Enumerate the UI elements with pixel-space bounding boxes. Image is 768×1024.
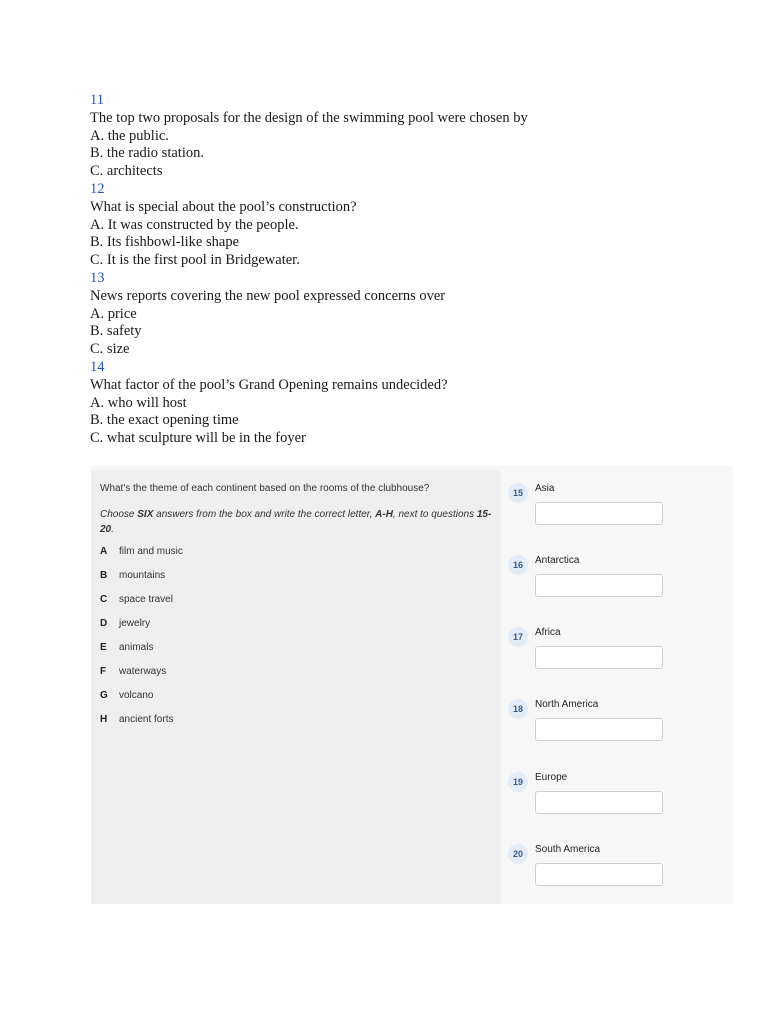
- question-text: What factor of the pool’s Grand Opening remains undecided?: [90, 376, 448, 393]
- matching-instructions: Choose SIX answers from the box and write the correct letter, A-H, next to questions 15-20.: [100, 509, 492, 535]
- matching-panel: [91, 466, 733, 904]
- question-number-badge: 18: [508, 699, 528, 719]
- option-letter: H: [100, 714, 108, 725]
- option-item: [100, 690, 153, 701]
- option-text: waterways: [119, 666, 167, 677]
- option-item: [100, 546, 183, 557]
- continent-label: North America: [535, 699, 599, 710]
- answer-input-20[interactable]: [535, 863, 663, 886]
- option-item: [100, 666, 166, 677]
- question-text: What is special about the pool’s construction?: [90, 198, 357, 215]
- matching-question: What's the theme of each continent based on the rooms of the clubhouse?: [100, 483, 430, 494]
- option-item: [100, 642, 153, 653]
- answer-row-15: [508, 474, 708, 524]
- continent-label: Africa: [535, 627, 561, 638]
- continent-label: Europe: [535, 772, 568, 783]
- question-number: 12: [90, 180, 105, 197]
- answer-row-17: [508, 618, 708, 668]
- option-letter: C: [100, 594, 108, 605]
- question-number: 14: [90, 358, 105, 375]
- answer-option: C. It is the first pool in Bridgewater.: [90, 252, 300, 269]
- option-text: animals: [119, 642, 154, 653]
- question-number-badge: 16: [508, 555, 528, 575]
- answer-row-16: [508, 546, 708, 596]
- answer-input-15[interactable]: [535, 502, 663, 525]
- option-letter: A: [100, 546, 108, 557]
- answer-option: C. size: [90, 341, 130, 358]
- option-letter: B: [100, 570, 108, 581]
- option-letter: G: [100, 690, 108, 701]
- question-number: 13: [90, 269, 105, 286]
- options-box: [91, 470, 501, 904]
- answer-option: A. It was constructed by the people.: [90, 216, 299, 233]
- option-item: [100, 570, 165, 581]
- answer-input-16[interactable]: [535, 574, 663, 597]
- option-letter: E: [100, 642, 107, 653]
- question-number-badge: 17: [508, 627, 528, 647]
- question-number: 11: [90, 92, 104, 108]
- answer-input-17[interactable]: [535, 646, 663, 669]
- option-text: ancient forts: [119, 714, 174, 725]
- answer-option: C. architects: [90, 163, 163, 180]
- answer-option: C. what sculpture will be in the foyer: [90, 430, 306, 447]
- answer-row-18: [508, 690, 708, 740]
- option-text: jewelry: [119, 618, 151, 629]
- option-item: [100, 714, 173, 725]
- answer-input-19[interactable]: [535, 791, 663, 814]
- option-item: [100, 594, 173, 605]
- answer-option: B. the radio station.: [90, 145, 204, 162]
- continent-label: South America: [535, 844, 601, 855]
- answer-option: B. safety: [90, 323, 142, 340]
- option-letter: F: [100, 666, 107, 677]
- option-text: film and music: [119, 546, 183, 557]
- option-item: [100, 618, 150, 629]
- question-text: The top two proposals for the design of the swimming pool were chosen by: [90, 109, 528, 126]
- answer-option: A. price: [90, 305, 137, 322]
- continent-label: Antarctica: [535, 555, 580, 566]
- answer-option: B. the exact opening time: [90, 412, 239, 429]
- option-letter: D: [100, 618, 108, 629]
- option-text: space travel: [119, 594, 173, 605]
- option-text: volcano: [119, 690, 154, 701]
- continent-label: Asia: [535, 483, 555, 494]
- answer-row-20: [508, 835, 708, 885]
- question-text: News reports covering the new pool expressed concerns over: [90, 287, 446, 304]
- answer-option: A. who will host: [90, 394, 187, 411]
- answer-input-18[interactable]: [535, 718, 663, 741]
- multiple-choice-section: [90, 92, 690, 448]
- question-number-badge: 20: [508, 844, 528, 864]
- answer-row-19: [508, 763, 708, 813]
- question-number-badge: 19: [508, 772, 528, 792]
- answer-option: A. the public.: [90, 127, 169, 144]
- answer-option: B. Its fishbowl-like shape: [90, 234, 240, 251]
- question-number-badge: 15: [508, 483, 528, 503]
- option-text: mountains: [119, 570, 166, 581]
